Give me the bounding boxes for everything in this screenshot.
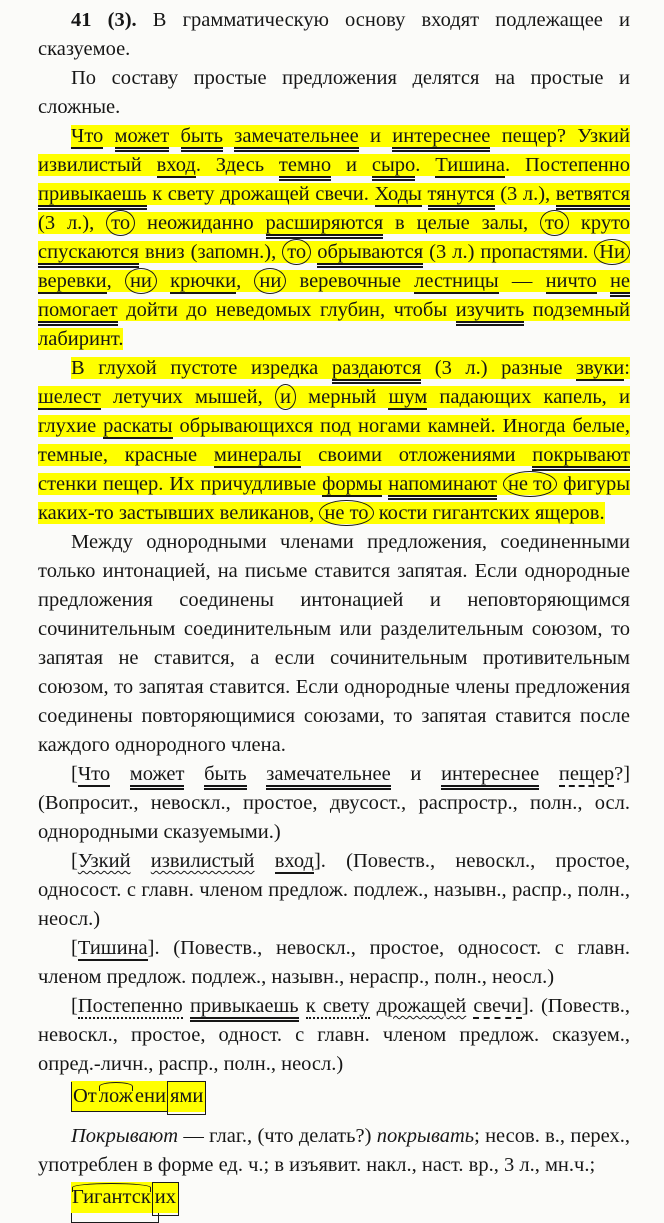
text-run (597, 270, 610, 292)
text-run: летучих мышей, (100, 386, 275, 408)
text-run: ; несов. в., перех., употреблен в форме ед. ч.; в изъявит. накл., наст. вр., 3 л., мн.ч.; (38, 1125, 630, 1176)
text-run-u1: веревки (38, 270, 107, 292)
text-run-u2: раздаются (332, 357, 421, 384)
morpheme-part: ени (134, 1082, 167, 1112)
text-run-ud: свечи (473, 995, 522, 1017)
text-run: к свету дрожащей свечи. (146, 183, 375, 205)
text-run (422, 183, 428, 205)
text-run-u2: не помогает (38, 270, 630, 326)
text-run-i: Покрывают (71, 1125, 179, 1147)
morpheme-analysis-word (71, 1182, 179, 1213)
text-run-u2: быть (181, 125, 224, 152)
text-run-uw: дрожащей (376, 995, 467, 1017)
morpheme-part: ями (167, 1081, 206, 1115)
text-run: ]. (Повеств., невоскл., простое, односост. с главн. членом предлож. подлеж., назывн., распр., полн., неосл.) (38, 850, 631, 930)
text-run: (3 л.) разные (421, 357, 577, 379)
text-run: (3 л.), (494, 183, 556, 205)
text-run-u2: замечательнее (266, 763, 390, 790)
text-run: вниз (запомн.), (138, 241, 283, 263)
text-run-uw: Узкий (77, 850, 131, 872)
morph-word-otlozheniyami (38, 1081, 630, 1112)
text-run-u1: Что (71, 125, 104, 147)
text-run-uw: извилистый (150, 850, 255, 872)
text-run: в целые залы, (383, 212, 541, 234)
text-run-u2: обрываются (317, 241, 423, 268)
text-run: подземный лабиринт. (38, 299, 630, 350)
text-run: , (236, 270, 255, 292)
morph-analysis-pokryvayut (38, 1122, 630, 1180)
text-run-u2: спускаются (38, 241, 139, 268)
text-run: ?] (Вопросит., невоскл., простое, двусост., распростр., полн., осл. однородными сказуемыми.) (38, 763, 631, 843)
text-run-circle: ни (125, 268, 157, 294)
morpheme-analysis-word (71, 1081, 206, 1112)
text-run: . (415, 154, 436, 176)
text-run-u1: Что (77, 763, 111, 785)
morpheme-part: От (71, 1082, 98, 1112)
text-run-u2: может (130, 763, 185, 790)
text-run (184, 763, 204, 785)
text-run (299, 995, 306, 1017)
text-run: и (390, 763, 442, 785)
text-run: [ (71, 763, 78, 785)
text-run: кости гигантских ящеров. (373, 502, 605, 524)
analysis-sentence-2 (38, 847, 630, 934)
text-run-circle: и (275, 384, 296, 410)
text-run (223, 125, 234, 147)
text-run: веревочные (286, 270, 415, 292)
morpheme-part: Гигантск (71, 1183, 152, 1212)
text-run: круто (569, 212, 631, 234)
text-run-u1: минералы (213, 444, 302, 466)
text-run: : (624, 357, 630, 379)
text-run-u1: ничто (545, 270, 597, 292)
text-run (247, 763, 267, 785)
text-run: — (498, 270, 546, 292)
text-run-u2: замечательнее (234, 125, 358, 152)
rule-paragraph (38, 528, 630, 760)
text-run: [ (71, 937, 78, 959)
text-run: В грамматическую основу входят подлежащее и сказуемое. (38, 9, 630, 60)
text-run: и (358, 125, 393, 147)
word-stem-bracket (71, 1213, 159, 1223)
text-run (131, 850, 151, 872)
text-run (110, 763, 130, 785)
text-run-u2: сыро (372, 154, 415, 181)
task-header (38, 6, 630, 64)
text-run-u2: тянутся (428, 183, 495, 210)
text-run: стенки пещер. Их причудливые (38, 473, 323, 495)
text-run-u2: ветвятся (556, 183, 630, 210)
text-run-u2: интереснее (392, 125, 490, 152)
text-run: [ (71, 995, 78, 1017)
text-run-u1: раскаты (103, 415, 173, 437)
text-run-u1: Тишина (435, 154, 506, 176)
text-run-u2: покрывают (532, 444, 630, 471)
text-run: [ (71, 850, 78, 872)
text-run-u1: крючки (170, 270, 237, 292)
morph-word-gigantskih (38, 1182, 630, 1213)
text-run: . Постепенно (505, 154, 630, 176)
analysis-sentence-3 (38, 934, 630, 992)
text-run-udd: Постепенно (77, 995, 183, 1017)
analysis-sentence-4 (38, 992, 630, 1079)
text-run: и (331, 154, 372, 176)
morpheme-part: лож (98, 1082, 134, 1112)
text-run-u2: может (115, 125, 170, 152)
text-run: , (106, 270, 125, 292)
text-run-u1: вход (156, 154, 196, 176)
text-run-u2: темно (279, 154, 331, 181)
text-run (103, 125, 114, 147)
text-run (539, 763, 559, 785)
text-run-u1: звуки (576, 357, 625, 379)
text-run-circle: то (282, 239, 311, 265)
text-run: ]. (Повеств., невоскл., простое, одност. с главн. членом предлож. сказуем., опред.-личн., распр., полн., неосл.) (38, 995, 631, 1075)
text-run-u2: интереснее (441, 763, 539, 790)
intro-sentence (38, 64, 630, 122)
text-run-u1: шум (388, 386, 428, 408)
text-run: своими отложениями (301, 444, 533, 466)
text-run-u1: Ходы (374, 183, 422, 205)
highlight-span (38, 357, 630, 524)
text-run-circle: то (106, 210, 135, 236)
text-run: . Здесь (195, 154, 279, 176)
text-run-circle: не то (503, 471, 557, 497)
text-run-u1: шелест (38, 386, 101, 408)
text-run: Между однородными членами предложения, соединенными только интонацией, на письме ставится запятая. Если однородные предложения соединены интонацией и неповторяющимся сочинительным соединительным или разделительным союзом, то запятая не ставится, а если сочинительным противительным союзом, то запятая ставится. Если однородные члены предложения соединены повторяющимися союзами, то запятая ставится после каждого однородного члена. (38, 531, 630, 756)
highlighted-passage-2 (38, 354, 630, 528)
text-run (370, 995, 377, 1017)
text-run-i: покрывать (376, 1125, 475, 1147)
text-run-u2: расширяются (266, 212, 384, 239)
text-run (157, 270, 170, 292)
analysis-sentence-1 (38, 760, 630, 847)
text-run: пещер? Узкий извилистый (38, 125, 630, 176)
text-run-u1: вход (274, 850, 314, 872)
text-run: падающих капель, и глухие (38, 386, 630, 437)
text-run-u1: формы (322, 473, 383, 495)
text-run-udd: к свету (305, 995, 370, 1017)
text-run: (3 л.), (38, 212, 107, 234)
text-run: В глухой пустоте изредка (71, 357, 332, 379)
text-run: — глаг., (что делать?) (178, 1125, 377, 1147)
text-run (183, 995, 190, 1017)
morpheme-part: их (152, 1182, 179, 1216)
text-run: ]. (Повеств., невоскл., простое, односост. с главн. членом предлож. подлеж., назывн., нераспр., полн., неосл.) (38, 937, 630, 988)
text-run-circle: ни (254, 268, 286, 294)
highlighted-passage-1 (38, 122, 630, 354)
highlight-span (38, 125, 630, 350)
text-run: фигуры каких-то застывших великанов, (38, 473, 631, 524)
text-run-u1: лестницы (414, 270, 499, 292)
text-run-ud: пещер (558, 763, 615, 785)
text-run-circle: не то (319, 500, 373, 526)
text-run-circle: Ни (594, 239, 630, 265)
text-run-circle: то (540, 210, 569, 236)
text-run-u2: привыкаешь (190, 995, 299, 1022)
text-run-u2: быть (204, 763, 247, 790)
text-run (169, 125, 180, 147)
text-run: неожиданно (135, 212, 266, 234)
text-run: мерный (295, 386, 389, 408)
text-run-u2: напоминают (388, 473, 497, 500)
text-run-u2: привыкаешь (38, 183, 147, 210)
text-run: обрывающихся под ногами камней. Иногда белые, темные, красные (38, 415, 630, 466)
text-run: (3 л.) пропастями. (423, 241, 595, 263)
text-run: дойти до неведомых глубин, чтобы (117, 299, 456, 321)
text-run: По составу простые предложения делятся на простые и сложные. (38, 67, 630, 118)
text-run (255, 850, 275, 872)
text-run-u2: изучить (456, 299, 524, 326)
text-run-u1: Тишина (77, 937, 148, 959)
text-run-b: 41 (3). (71, 9, 153, 31)
